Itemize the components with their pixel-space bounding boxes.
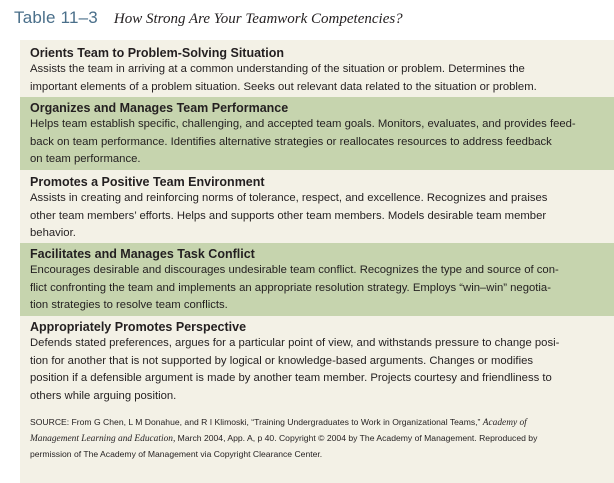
table-number: Table 11–3 [14,8,98,27]
journal-name: Academy of [482,418,527,428]
description-line: important elements of a problem situation. Seeks out relevant data related to the situation or problem. [30,80,537,93]
description-line: Encourages desirable and discourages undesirable team conflict. Recognizes the type and source of con- [30,264,559,276]
description-line: on team performance. [30,153,141,166]
description-line: others while arguing position. [30,389,177,402]
description-line: tion for another that is not supported by logical or knowledge-based arguments. Changes or modifies [30,354,534,367]
description-line: Assists the team in arriving at a common understanding of the situation or problem. Determines the [30,63,525,75]
description-line: tion strategies to resolve team conflicts. [30,299,228,312]
competency-title: Facilitates and Manages Task Conflict [30,247,255,261]
table-caption [14,8,403,38]
source-line: permission of The Academy of Management via Copyright Clearance Center. [30,449,323,459]
source-text: SOURCE: From G Chen, L M Donahue, and R I Klimoski, “Training Undergraduates to Work in Organizational Teams,” [30,417,483,427]
description-line: behavior. [30,227,76,240]
competency-row [20,171,614,243]
competency-description [30,262,606,315]
source-text: March 2004, App. A, p 40. Copyright © 2004 by The Academy of Management. Reproduced by [175,433,538,443]
description-line: flict confronting the team and implements an appropriate resolution strategy. Employs “win–win” negotia- [30,281,551,294]
competency-title: Promotes a Positive Team Environment [30,175,265,189]
description-line: Assists in creating and reinforcing norms of tolerance, respect, and excellence. Recognizes and praises [30,192,548,204]
description-line: back on team performance. Identifies alternative strategies or reallocates resources to address feedback [30,135,552,148]
table-title: How Strong Are Your Teamwork Competencies? [113,11,403,27]
competency-description [30,61,606,96]
competency-title: Appropriately Promotes Perspective [30,320,247,334]
journal-name: Management Learning and Education, [30,434,176,444]
source-line [30,431,606,447]
description-line: Helps team establish specific, challenging, and accepted team goals. Monitors, evaluates, and provides feed- [30,118,576,130]
competency-table [20,40,614,483]
competency-title: Orients Team to Problem-Solving Situation [30,46,284,60]
competency-description [30,116,606,169]
description-line: Defends stated preferences, argues for a particular point of view, and withstands pressure to change posi- [30,337,560,349]
competency-row [20,316,614,406]
source-citation [30,415,606,462]
competency-row [20,97,614,170]
description-line: position if a defensible argument is made by another team member. Projects courtesy and friendliness to [30,372,552,385]
source-line [30,415,606,431]
competency-description [30,190,606,243]
competency-title: Organizes and Manages Team Performance [30,101,289,115]
competency-description [30,335,606,405]
description-line: other team members’ efforts. Helps and supports other team members. Models desirable team member [30,209,547,222]
competency-row [20,243,614,316]
competency-row [20,42,614,96]
